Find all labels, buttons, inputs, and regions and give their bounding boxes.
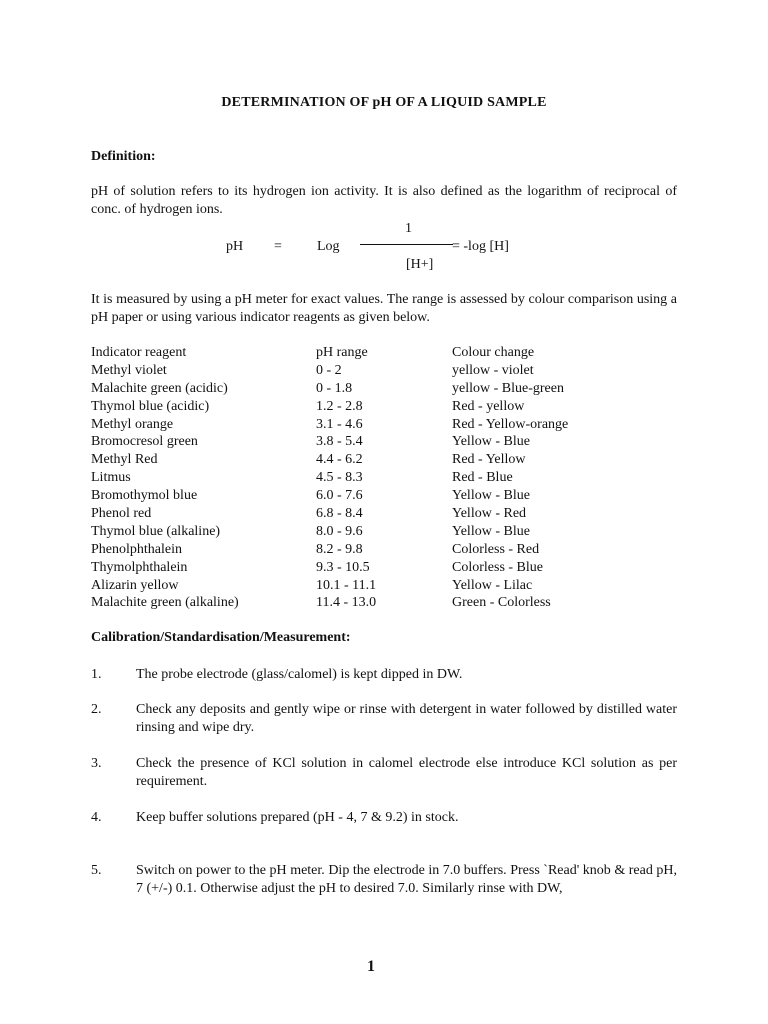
indicator-cell: Bromothymol blue xyxy=(91,488,198,504)
ph-range-cell: 3.8 - 5.4 xyxy=(316,434,363,450)
table-row xyxy=(91,380,691,398)
table-header-row xyxy=(91,344,691,362)
step-text: Check the presence of KCl solution in calomel electrode else introduce KCl solution as per requirement. xyxy=(136,756,677,789)
colour-change-cell: Red - yellow xyxy=(452,398,525,414)
colour-change-cell: Red - Yellow-orange xyxy=(452,416,569,432)
indicator-cell: Thymolphthalein xyxy=(91,559,188,575)
indicator-cell: Phenol red xyxy=(91,506,152,522)
indicator-cell: Alizarin yellow xyxy=(91,577,179,593)
table-row xyxy=(91,362,691,380)
indicator-cell: Methyl Red xyxy=(91,452,158,468)
step-number: 3. xyxy=(91,756,102,771)
indicator-cell: Malachite green (alkaline) xyxy=(91,595,239,611)
indicator-cell: Thymol blue (acidic) xyxy=(91,398,210,414)
indicator-cell: Malachite green (acidic) xyxy=(91,380,228,396)
step-text: Keep buffer solutions prepared (pH - 4, 7 & 9.2) in stock. xyxy=(136,810,459,825)
formula-log: Log xyxy=(317,239,340,254)
table-row xyxy=(91,433,691,451)
table-row xyxy=(91,469,691,487)
colour-change-cell: Green - Colorless xyxy=(452,595,551,611)
step-number: 2. xyxy=(91,702,102,717)
ph-range-cell: 4.5 - 8.3 xyxy=(316,470,363,486)
ph-range-cell: 6.0 - 7.6 xyxy=(316,488,363,504)
colour-change-cell: Yellow - Lilac xyxy=(452,577,533,593)
ph-range-cell: 9.3 - 10.5 xyxy=(316,559,370,575)
indicator-cell: Litmus xyxy=(91,470,131,486)
indicator-cell: Methyl violet xyxy=(91,362,167,378)
definition-heading: Definition: xyxy=(91,149,156,164)
formula-equals: = xyxy=(274,239,282,254)
column-header: Indicator reagent xyxy=(91,345,187,360)
indicator-cell: Phenolphthalein xyxy=(91,541,182,557)
ph-formula xyxy=(0,218,768,274)
ph-range-cell: 8.0 - 9.6 xyxy=(316,523,363,539)
calibration-heading: Calibration/Standardisation/Measurement: xyxy=(91,630,351,645)
definition-paragraph: pH of solution refers to its hydrogen ion activity. It is also defined as the logarithm of reciprocal of conc. of hydrogen ions. xyxy=(91,184,677,217)
table-row xyxy=(91,398,691,416)
table-row xyxy=(91,505,691,523)
ph-range-cell: 0 - 1.8 xyxy=(316,380,353,396)
fraction-bar xyxy=(360,244,453,245)
table-row xyxy=(91,541,691,559)
ph-range-cell: 3.1 - 4.6 xyxy=(316,416,363,432)
step-number: 1. xyxy=(91,667,102,682)
step-text: Switch on power to the pH meter. Dip the electrode in 7.0 buffers. Press `Read' knob & read pH, 7 (+/-) 0.1. Otherwise adjust the pH to desired 7.0. Similarly rinse with DW, xyxy=(136,863,677,896)
colour-change-cell: yellow - Blue-green xyxy=(452,380,564,396)
table-row xyxy=(91,487,691,505)
table-row xyxy=(91,594,691,612)
indicator-cell: Bromocresol green xyxy=(91,434,198,450)
ph-range-cell: 4.4 - 6.2 xyxy=(316,452,363,468)
table-row xyxy=(91,416,691,434)
table-row xyxy=(91,559,691,577)
colour-change-cell: Yellow - Blue xyxy=(452,488,530,504)
table-row xyxy=(91,577,691,595)
measure-paragraph: It is measured by using a pH meter for exact values. The range is assessed by colour comparison using a pH paper or using various indicator reagents as given below. xyxy=(91,292,677,325)
colour-change-cell: Colorless - Red xyxy=(452,541,540,557)
colour-change-cell: Yellow - Blue xyxy=(452,523,530,539)
step-text: Check any deposits and gently wipe or rinse with detergent in water followed by distilled water rinsing and wipe dry. xyxy=(136,702,677,735)
ph-range-cell: 1.2 - 2.8 xyxy=(316,398,363,414)
page-number: 1 xyxy=(367,958,375,975)
colour-change-cell: Colorless - Blue xyxy=(452,559,543,575)
formula-rhs: = -log [H] xyxy=(452,239,509,254)
ph-range-cell: 0 - 2 xyxy=(316,362,342,378)
table-row xyxy=(91,523,691,541)
ph-range-cell: 10.1 - 11.1 xyxy=(316,577,377,593)
page-title: DETERMINATION OF pH OF A LIQUID SAMPLE xyxy=(221,95,547,110)
indicator-table xyxy=(91,344,691,612)
ph-range-cell: 8.2 - 9.8 xyxy=(316,541,363,557)
colour-change-cell: Yellow - Red xyxy=(452,506,527,522)
step-text: The probe electrode (glass/calomel) is kept dipped in DW. xyxy=(136,667,463,682)
column-header: pH range xyxy=(316,345,368,360)
ph-range-cell: 6.8 - 8.4 xyxy=(316,506,363,522)
formula-denominator: [H+] xyxy=(406,257,434,272)
indicator-cell: Methyl orange xyxy=(91,416,174,432)
colour-change-cell: Red - Blue xyxy=(452,470,513,486)
colour-change-cell: yellow - violet xyxy=(452,362,534,378)
indicator-cell: Thymol blue (alkaline) xyxy=(91,523,221,539)
colour-change-cell: Yellow - Blue xyxy=(452,434,530,450)
step-number: 5. xyxy=(91,863,102,878)
ph-range-cell: 11.4 - 13.0 xyxy=(316,595,377,611)
colour-change-cell: Red - Yellow xyxy=(452,452,526,468)
table-row xyxy=(91,451,691,469)
formula-numerator: 1 xyxy=(405,221,412,236)
column-header: Colour change xyxy=(452,345,535,360)
step-number: 4. xyxy=(91,810,102,825)
formula-lhs: pH xyxy=(226,239,244,254)
